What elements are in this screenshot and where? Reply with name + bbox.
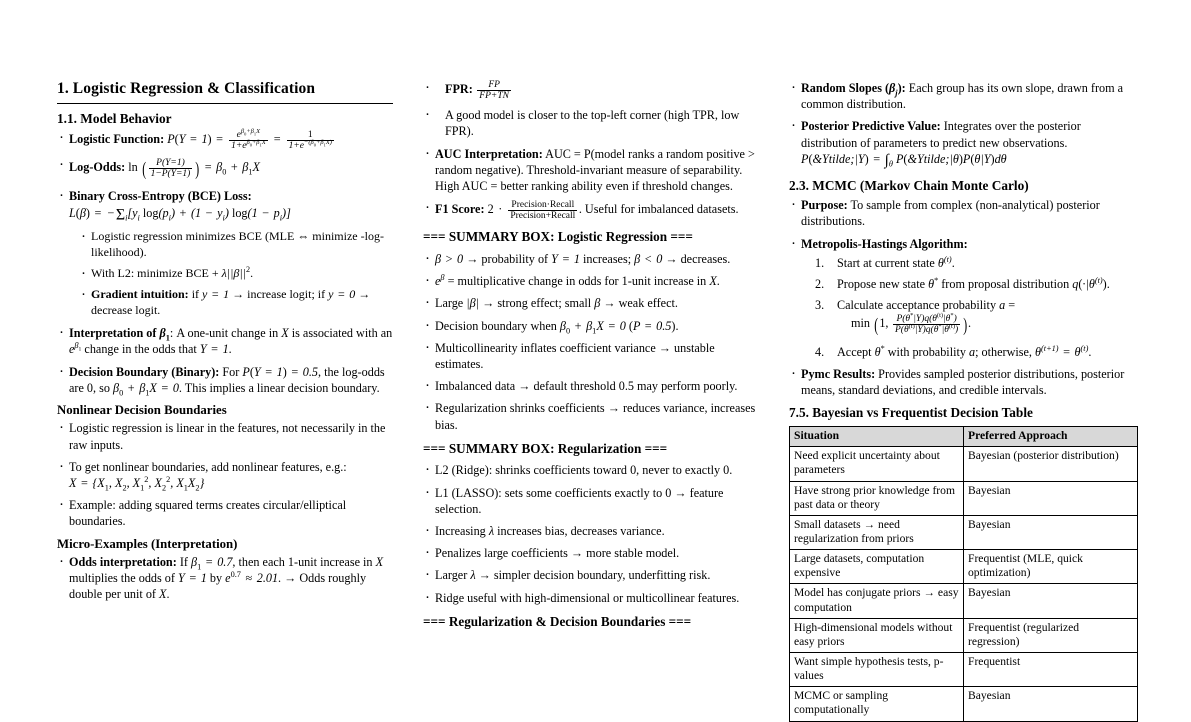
formula-linear-boundary: $\beta_0 + \beta_1X = 0$ bbox=[113, 380, 179, 398]
bullet-ridge-useful: · Ridge useful with high-dimensional or multicollinear features. bbox=[423, 590, 759, 606]
formula-y-eq-1: Y = 1 bbox=[199, 342, 229, 357]
text-s1-a: → probability of bbox=[463, 251, 552, 266]
text-r3-a: Increasing bbox=[435, 524, 489, 539]
text-odds-c: multiplies the odds of bbox=[69, 571, 179, 586]
mh-step-1 bbox=[815, 255, 1134, 271]
text-posterior-predictive: Integrates over the posterior distribution of parameters to predict new observations. bbox=[801, 119, 1081, 150]
table-cell-situation: Large datasets, computation expensive bbox=[790, 550, 964, 584]
mh-step-3 bbox=[815, 297, 1134, 338]
table-header-row bbox=[790, 427, 1138, 447]
label-logistic-function: Logistic Function: bbox=[69, 131, 165, 146]
table-header-approach: Preferred Approach bbox=[964, 427, 1138, 447]
text-step3-a: Calculate acceptance probability bbox=[837, 298, 1000, 313]
text-random-slopes: Each group has its own slope, drawn from a common distribution. bbox=[801, 81, 1124, 112]
text-step3-b: = bbox=[1005, 298, 1016, 313]
bullet-larger-lambda bbox=[423, 567, 759, 583]
bullet-pymc-results bbox=[789, 366, 1134, 398]
formula-p-eq-half: P(Y = 1) = 0.5 bbox=[242, 364, 318, 379]
text-s4-a: Decision boundary when bbox=[435, 318, 560, 333]
table-row bbox=[790, 653, 1138, 687]
text-gradient-b: → increase logit; if bbox=[229, 287, 329, 302]
metropolis-hastings-steps bbox=[801, 255, 1134, 360]
table-cell-approach: Bayesian bbox=[964, 584, 1138, 618]
text-nonlinear-2: To get nonlinear boundaries, add nonlinear features, e.g.: bbox=[69, 459, 347, 474]
formula-y-eq-1-c: Y = 1 bbox=[551, 251, 580, 266]
label-pymc: Pymc Results: bbox=[801, 366, 876, 381]
symbol-lambda-1: λ bbox=[488, 524, 495, 539]
table-row bbox=[790, 584, 1138, 618]
formula-beta-gt-0: β > 0 bbox=[435, 251, 464, 266]
text-bce-l2-suffix: . bbox=[250, 266, 254, 281]
symbol-a: a bbox=[999, 298, 1006, 313]
text-odds-d: by bbox=[206, 571, 226, 586]
text-step2-c: . bbox=[1106, 276, 1110, 291]
formula-y-equals-1: y = 1 bbox=[202, 287, 230, 302]
text-odds-f: . bbox=[166, 587, 170, 602]
formula-e-beta1: $e^{\beta_1}$ bbox=[69, 341, 82, 357]
formula-f1: 2 · $\frac{\text{Precision·Recall}}{\text{Precision+Recall}}$ bbox=[487, 200, 576, 222]
text-s4-b: . bbox=[675, 318, 679, 333]
symbol-lambda-2: λ bbox=[470, 568, 476, 583]
text-s2-end: . bbox=[716, 274, 720, 289]
mh-step-4 bbox=[815, 344, 1134, 360]
bullet-decision-boundary-summary bbox=[423, 318, 759, 334]
label-random-slopes-text: Random Slopes ( bbox=[801, 81, 890, 95]
bullet-auc-interpretation bbox=[423, 146, 759, 195]
label-f1: F1 Score: bbox=[435, 202, 485, 217]
bullet-bce-loss bbox=[57, 188, 393, 319]
bullet-good-model-note: · A good model is closer to the top-left corner (high TPR, low FPR). bbox=[423, 107, 759, 139]
table-cell-approach: Bayesian bbox=[964, 481, 1138, 515]
bayesian-bullet-list bbox=[789, 80, 1134, 171]
text-f1: . Useful for imbalanced datasets. bbox=[578, 202, 739, 217]
text-bce-l2-prefix: With L2: minimize BCE + bbox=[91, 266, 222, 281]
bullet-metropolis-hastings bbox=[789, 236, 1134, 360]
text-step2-a: Propose new state bbox=[837, 276, 929, 291]
table-row bbox=[790, 481, 1138, 515]
label-random-slopes bbox=[801, 81, 906, 98]
label-random-slopes-end: ): bbox=[897, 81, 906, 95]
bullet-mcmc-purpose bbox=[789, 197, 1134, 229]
table-row bbox=[790, 515, 1138, 549]
summary-box-1-heading: === SUMMARY BOX: Logistic Regression === bbox=[423, 229, 693, 245]
text-interpretation-a: : A one-unit change in bbox=[169, 326, 282, 341]
middle-column bbox=[423, 80, 759, 629]
text-step2-b: from proposal distribution bbox=[938, 276, 1073, 291]
table-row bbox=[790, 618, 1138, 652]
formula-posterior-predictive: P(&Ytilde;|Y) = $\int_\theta$ P(&Ytilde;|θ)P(θ|Y)dθ bbox=[801, 151, 1007, 169]
formula-e-beta: $e^\beta$ bbox=[435, 273, 445, 289]
text-odds-e: . → Odds roughly double per unit of bbox=[69, 571, 367, 602]
bullet-multicollinearity: · Multicollinearity inflates coefficient variance → unstable estimates. bbox=[423, 340, 759, 372]
text-step1-a: Start at current state bbox=[837, 255, 938, 270]
table-cell-approach: Bayesian bbox=[964, 515, 1138, 549]
bullet-posterior-predictive bbox=[789, 118, 1134, 171]
text-auc: AUC = P(model ranks a random positive > random negative). Threshold-invariant measure of separability. High AUC = better ranking ability even if threshold changes. bbox=[435, 146, 755, 194]
text-odds-a: If bbox=[176, 555, 191, 569]
symbol-x-3: X bbox=[159, 587, 167, 602]
text-s3-b: → strong effect; small bbox=[479, 296, 595, 311]
bullet-bce-l2 bbox=[79, 266, 393, 282]
formula-beta-lt-0: β < 0 bbox=[634, 251, 663, 266]
table-cell-situation: Small datasets → need regularization from priors bbox=[790, 515, 964, 549]
bce-sub-bullets bbox=[69, 229, 393, 319]
text-s3-a: Large bbox=[435, 296, 467, 311]
text-decision-c: . This implies a linear decision boundary. bbox=[178, 380, 380, 395]
symbol-a-2: a bbox=[969, 344, 976, 359]
model-behavior-bullet-list bbox=[57, 127, 393, 398]
table-row bbox=[790, 550, 1138, 584]
symbol-theta-star-2: θ* bbox=[874, 343, 885, 359]
bullet-effect-size bbox=[423, 295, 759, 311]
left-column bbox=[57, 80, 393, 626]
bullet-imbalanced-data: · Imbalanced data → default threshold 0.5 may perform poorly. bbox=[423, 378, 759, 394]
text-interpretation-b: is associated with an bbox=[288, 326, 393, 341]
text-step4-b: with probability bbox=[884, 344, 969, 359]
table-row bbox=[790, 687, 1138, 721]
label-purpose: Purpose: bbox=[801, 198, 848, 213]
text-s3-c: → weak effect. bbox=[600, 296, 678, 311]
bullet-f1-score bbox=[423, 200, 759, 221]
heading-micro-examples: Micro-Examples (Interpretation) bbox=[57, 536, 238, 551]
text-r5-a: Larger bbox=[435, 568, 471, 583]
formula-abs-beta: |β| bbox=[466, 296, 480, 311]
bullet-decision-boundary bbox=[57, 364, 393, 396]
formula-acceptance-ratio: min (1, $\frac{P(\theta^*|Y)q(\theta^{(t)}|\theta^*)}{P(\theta^{(t)}|Y)q(\theta^*|\theta^{(t)})}$ ). bbox=[851, 311, 972, 337]
micro-examples-bullet-list bbox=[57, 554, 393, 603]
bullet-beta-sign bbox=[423, 251, 759, 267]
bullet-log-odds bbox=[57, 157, 393, 182]
formula-theta-next: $\theta^{(t+1)} = \theta^{(t)}$ bbox=[1035, 343, 1089, 359]
bullet-gradient-intuition bbox=[79, 287, 393, 319]
label-auc: AUC Interpretation: bbox=[435, 146, 543, 161]
table-cell-approach: Frequentist (MLE, quick optimization) bbox=[964, 550, 1138, 584]
symbol-x-4: X bbox=[709, 274, 717, 289]
text-s1-c: → decreases. bbox=[662, 251, 731, 266]
formula-beta1-07: $\beta_1 = 0.7$ bbox=[191, 555, 233, 572]
formula-boundary-p05: $\beta_0 + \beta_1X = 0$ (P = 0.5) bbox=[559, 318, 676, 335]
label-interpretation-text: Interpretation of bbox=[69, 326, 157, 341]
summary-box-3-heading: === Regularization & Decision Boundaries === bbox=[423, 613, 692, 629]
bullet-nonlinear-2 bbox=[57, 459, 393, 491]
text-interpretation-d: . bbox=[228, 342, 232, 357]
text-step4-a: Accept bbox=[837, 344, 875, 359]
label-posterior-predictive: Posterior Predictive Value: bbox=[801, 119, 941, 134]
label-bce-loss: Binary Cross-Entropy (BCE) Loss: bbox=[69, 189, 252, 204]
table-cell-situation: Have strong prior knowledge from past data or theory bbox=[790, 481, 964, 515]
bullet-interpretation-beta1 bbox=[57, 325, 393, 357]
text-s2: = multiplicative change in odds for 1-unit increase in bbox=[444, 274, 710, 289]
nonlinear-bullet-list bbox=[57, 420, 393, 529]
bullet-random-slopes bbox=[789, 80, 1134, 112]
table-cell-situation: Need explicit uncertainty about parameters bbox=[790, 447, 964, 481]
symbol-beta: β bbox=[594, 296, 601, 311]
bullet-nonlinear-1: · Logistic regression is linear in the features, not necessarily in the raw inputs. bbox=[57, 420, 393, 452]
text-gradient-c: → decrease logit. bbox=[91, 287, 371, 318]
heading-mcmc: 2.3. MCMC (Markov Chain Monte Carlo) bbox=[789, 178, 1029, 194]
mcmc-bullet-list bbox=[789, 197, 1134, 398]
text-odds-b: , then each 1-unit increase in bbox=[232, 555, 376, 569]
summary-box-2-heading: === SUMMARY BOX: Regularization === bbox=[423, 440, 668, 456]
metrics-bullet-list bbox=[423, 80, 759, 221]
text-step4-d: . bbox=[1088, 344, 1092, 359]
symbol-theta-t: $\theta^{(t)}$ bbox=[937, 254, 952, 270]
section-heading-1: 1. Logistic Regression & Classification bbox=[57, 80, 393, 104]
table-cell-situation: Want simple hypothesis tests, p-values bbox=[790, 653, 964, 687]
formula-bce-loss: $L(\beta) = -\Sigma_i[y_i$ $\log(p_i) + (1 - y_i) \log(1 - p_i)$] bbox=[69, 205, 291, 224]
table-cell-approach: Bayesian (posterior distribution) bbox=[964, 447, 1138, 481]
bullet-increasing-lambda bbox=[423, 523, 759, 539]
formula-logistic-function: P(Y = 1) = $\frac{e^{\beta_0+\beta_1X}}{1+e^{\beta_0+\beta_1X}}$ = $\frac{1}{1+e^{-(\beta_0+\beta_1X)}}$ bbox=[167, 127, 332, 151]
subsection-heading-model-behavior: 1.1. Model Behavior bbox=[57, 110, 172, 126]
bullet-regularization-shrinks: · Regularization shrinks coefficients → reduces variance, increases bias. bbox=[423, 400, 759, 432]
formula-proposal-q: $q(\cdot|\theta^{(t)})$ bbox=[1072, 275, 1107, 291]
table-row bbox=[790, 447, 1138, 481]
symbol-theta-star: θ* bbox=[928, 275, 939, 291]
formula-fpr: $\frac{FP}{FP+TN}$ bbox=[479, 80, 509, 102]
formula-l2-penalty: $\lambda||\beta||^2$ bbox=[221, 265, 251, 281]
table-header-situation: Situation bbox=[790, 427, 964, 447]
formula-y-eq-1-b: Y = 1 bbox=[178, 571, 207, 586]
text-step4-c: ; otherwise, bbox=[975, 344, 1036, 359]
label-log-odds: Log-Odds: bbox=[69, 159, 126, 174]
heading-decision-table: 7.5. Bayesian vs Frequentist Decision Table bbox=[789, 405, 1033, 421]
table-cell-approach: Frequentist (regularized regression) bbox=[964, 618, 1138, 652]
text-purpose: To sample from complex (non-analytical) posterior distributions. bbox=[801, 198, 1100, 229]
bullet-e-beta-odds bbox=[423, 273, 759, 289]
symbol-beta-j: $\beta_j$ bbox=[889, 81, 898, 98]
table-cell-situation: Model has conjugate priors → easy computation bbox=[790, 584, 964, 618]
bayesian-frequentist-table bbox=[789, 426, 1138, 721]
bullet-bce-mle: · Logistic regression minimizes BCE (MLE ⇔ minimize -log-likelihood). bbox=[79, 229, 393, 261]
formula-log-odds: ln ( $\frac{P(Y=1)}{1-P(Y=1)}$ ) = $\beta_0 + \beta_1X$ bbox=[128, 157, 260, 180]
label-odds-interpretation: Odds interpretation: bbox=[69, 555, 177, 569]
table-cell-situation: High-dimensional models without easy priors bbox=[790, 618, 964, 652]
text-gradient-a: if bbox=[188, 287, 203, 302]
table-cell-approach: Bayesian bbox=[964, 687, 1138, 721]
bullet-nonlinear-3: · Example: adding squared terms creates circular/elliptical boundaries. bbox=[57, 497, 393, 529]
bullet-fpr bbox=[423, 80, 759, 101]
text-decision-b: , the log-odds are 0, so bbox=[69, 364, 385, 395]
symbol-beta1: $\beta_1$ bbox=[159, 326, 170, 343]
bullet-penalizes-large: · Penalizes large coefficients → more stable model. bbox=[423, 545, 759, 561]
table-cell-approach: Frequentist bbox=[964, 653, 1138, 687]
bullet-odds-interpretation bbox=[57, 554, 393, 603]
formula-feature-set: $X = \{X_1$, $X_2$, $X_1^2$, $X_2^2$, $X_1X_2$} bbox=[69, 474, 205, 493]
text-interpretation-c: change in the odds that bbox=[81, 342, 200, 357]
label-interpretation bbox=[69, 326, 170, 343]
text-s1-b: increases; bbox=[580, 251, 635, 266]
summary-box-1-bullet-list bbox=[423, 251, 759, 433]
bullet-logistic-function bbox=[57, 127, 393, 151]
text-r3-b: increases bias, decreases variance. bbox=[494, 524, 665, 539]
summary-box-2-bullet-list bbox=[423, 462, 759, 606]
label-fpr: FPR: bbox=[445, 82, 473, 97]
formula-y-equals-0: y = 0 bbox=[328, 287, 356, 302]
label-gradient-intuition: Gradient intuition: bbox=[91, 287, 189, 302]
bullet-l2-ridge: · L2 (Ridge): shrinks coefficients toward 0, never to exactly 0. bbox=[423, 462, 759, 478]
bullet-l1-lasso: · L1 (LASSO): sets some coefficients exactly to 0 → feature selection. bbox=[423, 485, 759, 517]
symbol-x-1: X bbox=[281, 326, 289, 341]
text-decision-a: For bbox=[219, 364, 243, 379]
text-pymc: Provides sampled posterior distributions, posterior means, standard deviations, and credible intervals. bbox=[801, 366, 1125, 397]
mh-step-2 bbox=[815, 276, 1134, 292]
text-step1-b: . bbox=[951, 255, 955, 270]
right-column bbox=[789, 80, 1134, 717]
table-cell-situation: MCMC or sampling computationally bbox=[790, 687, 964, 721]
formula-e07: $e^{0.7} \approx 2.01$ bbox=[225, 570, 279, 586]
heading-nonlinear-boundaries: Nonlinear Decision Boundaries bbox=[57, 403, 227, 417]
label-decision-boundary: Decision Boundary (Binary): bbox=[69, 364, 220, 379]
text-r5-b: → simpler decision boundary, underfitting risk. bbox=[475, 568, 711, 583]
label-metropolis-hastings: Metropolis-Hastings Algorithm: bbox=[801, 236, 968, 251]
symbol-x-2: X bbox=[375, 555, 384, 569]
